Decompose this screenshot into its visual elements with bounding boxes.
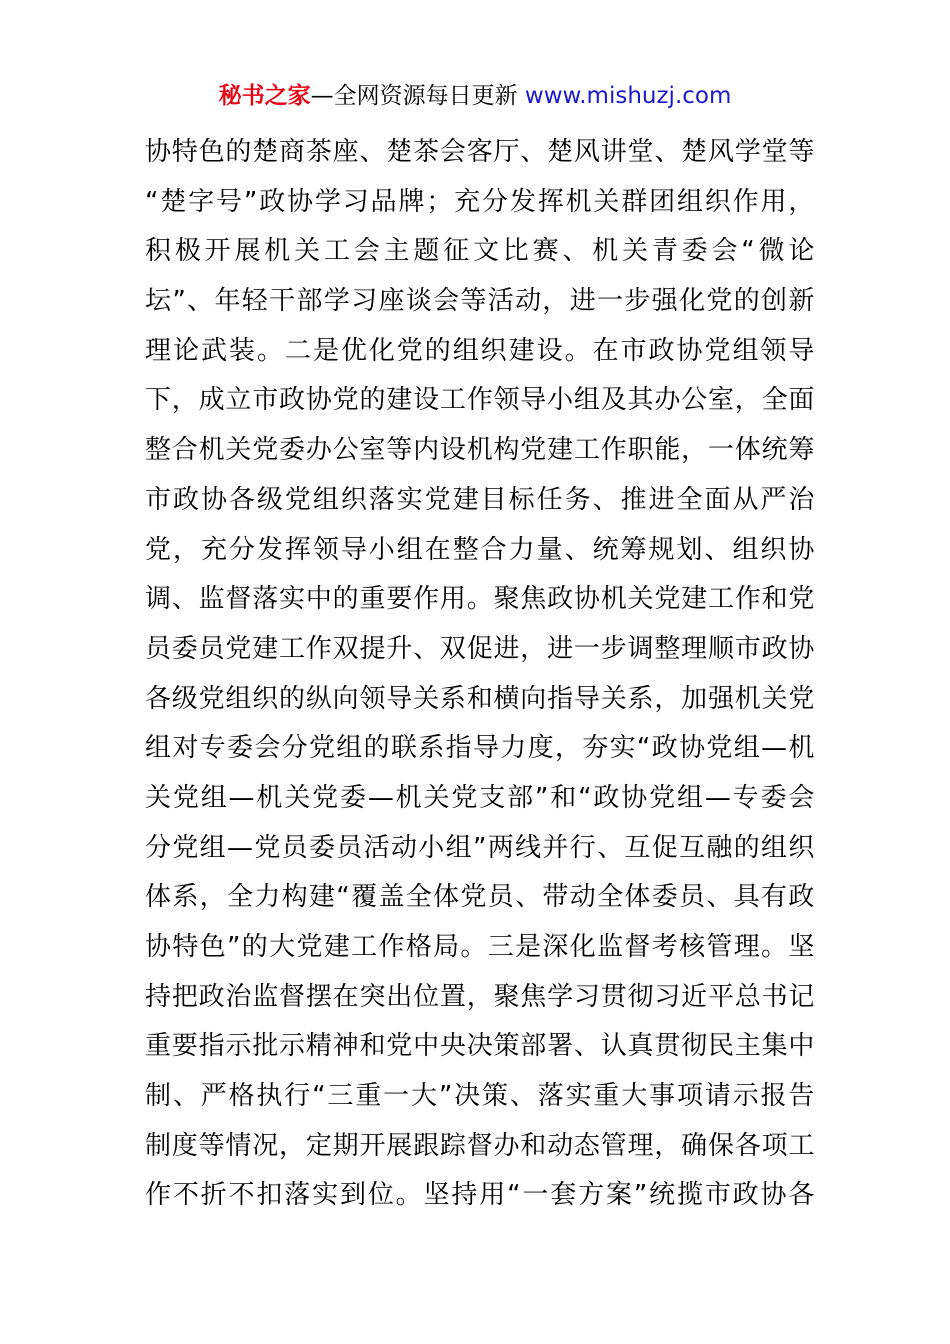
text-line: 协特色”的大党建工作格局。三是深化监督考核管理。坚 <box>145 932 815 962</box>
text-line: 下，成立市政协党的建设工作领导小组及其办公室，全面 <box>145 385 815 416</box>
text-line: 调、监督落实中的重要作用。聚焦政协机关党建工作和党 <box>145 584 815 615</box>
text-line: 积极开展机关工会主题征文比赛、机关青委会“微论 <box>145 236 815 267</box>
text-line: 制、严格执行“三重一大”决策、落实重大事项请示报告 <box>145 1081 815 1112</box>
brand-name: 秘书之家 <box>218 83 311 109</box>
text-line: 分党组—党员委员活动小组”两线并行、互促互融的组织 <box>145 832 815 863</box>
text-line: 市政协各级党组织落实党建目标任务、推进全面从严治 <box>145 484 815 515</box>
document-body <box>145 128 815 1221</box>
text-line: 重要指示批示精神和党中央决策部署、认真贯彻民主集中 <box>145 1031 815 1062</box>
site-url-link[interactable]: www.mishuzj.com <box>524 83 732 109</box>
text-line: 党，充分发挥领导小组在整合力量、统筹规划、组织协 <box>145 534 815 565</box>
text-line: 持把政治监督摆在突出位置，聚焦学习贯彻习近平总书记 <box>145 981 815 1012</box>
text-line: 制度等情况，定期开展跟踪督办和动态管理，确保各项工 <box>145 1130 815 1161</box>
text-line: 整合机关党委办公室等内设机构党建工作职能，一体统筹 <box>145 435 815 466</box>
text-line: 坛”、年轻干部学习座谈会等活动，进一步强化党的创新 <box>145 286 815 317</box>
text-line: 作不折不扣落实到位。坚持用“一套方案”统揽市政协各 <box>145 1180 815 1211</box>
text-line: 体系，全力构建“覆盖全体党员、带动全体委员、具有政 <box>145 882 815 913</box>
page-header <box>0 78 950 114</box>
text-line: “楚字号”政协学习品牌；充分发挥机关群团组织作用， <box>145 186 815 217</box>
text-line: 理论武装。二是优化党的组织建设。在市政协党组领导 <box>145 335 815 366</box>
text-line: 关党组—机关党委—机关党支部”和“政协党组—专委会 <box>145 782 815 813</box>
text-line: 各级党组织的纵向领导关系和横向指导关系，加强机关党 <box>145 683 815 714</box>
text-line: 协特色的楚商茶座、楚茶会客厅、楚风讲堂、楚风学堂等 <box>145 137 815 167</box>
header-tagline: —全网资源每日更新 <box>310 83 525 109</box>
text-line: 员委员党建工作双提升、双促进，进一步调整理顺市政协 <box>145 633 815 664</box>
text-line: 组对专委会分党组的联系指导力度，夯实“政协党组—机 <box>145 733 815 764</box>
